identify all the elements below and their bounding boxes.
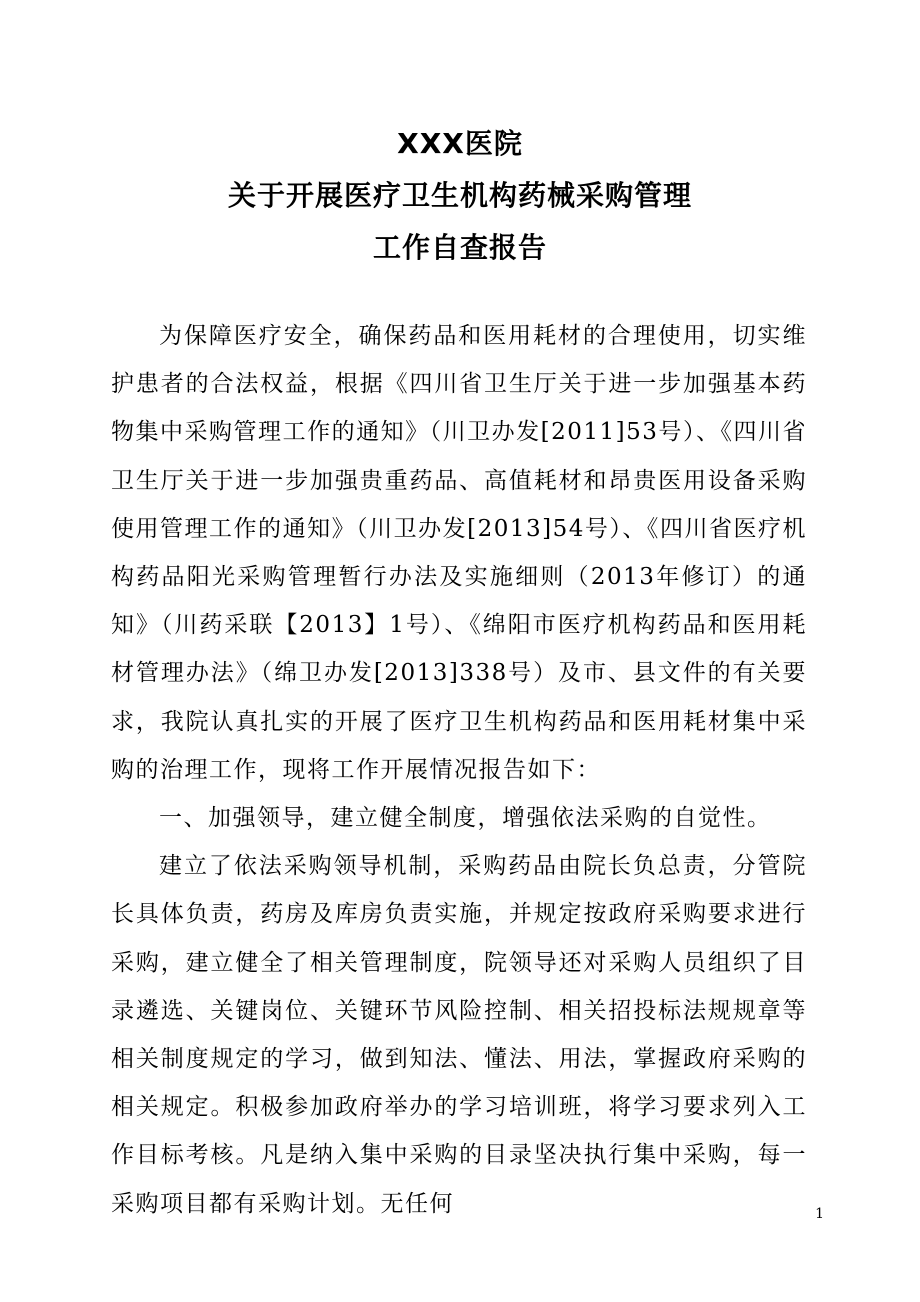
paragraph-intro: 为保障医疗安全，确保药品和医用耗材的合理使用，切实维护患者的合法权益，根据《四川省卫生厅关于进一步加强基本药物集中采购管理工作的通知》（川卫办发[2011]53号）、《四川省卫生厅关于进一步加强贵重药品、高值耗材和昂贵医用设备采购使用管理工作的通知》（川卫办发[2013]54号）、《四川省医疗机构药品阳光采购管理暂行办法及实施细则（2013年修订）的通知》（川药采联【2013】1号）、《绵阳市医疗机构药品和医用耗材管理办法》（绵卫办发[2013]338号）及市、县文件的有关要求，我院认真扎实的开展了医疗卫生机构药品和医用耗材集中采购的治理工作，现将工作开展情况报告如下： [111, 323, 807, 783]
title-hospital-name: XXX医院 [397, 127, 523, 160]
paragraph-section-1: 建立了依法采购领导机制，采购药品由院长负总责，分管院长具体负责，药房及库房负责实施，并规定按政府采购要求进行采购，建立健全了相关管理制度，院领导还对采购人员组织了目录遴选、关键岗位、关键环节风险控制、相关招投标法规规章等相关制度规定的学习，做到知法、懂法、用法，掌握政府采购的相关规定。积极参加政府举办的学习培训班，将学习要求列入工作目标考核。凡是纳入集中采购的目录坚决执行集中采购，每一采购项目都有采购计划。无任何 [111, 853, 807, 1217]
title-report-line: 工作自查报告 [372, 231, 547, 264]
document-title [0, 118, 920, 274]
document-body [111, 312, 807, 1228]
page-number: 1 [815, 1206, 824, 1222]
section-heading-1: 一、加强领导，建立健全制度，增强依法采购的自觉性。 [159, 805, 772, 832]
title-subject-line: 关于开展医疗卫生机构药械采购管理 [227, 179, 692, 212]
